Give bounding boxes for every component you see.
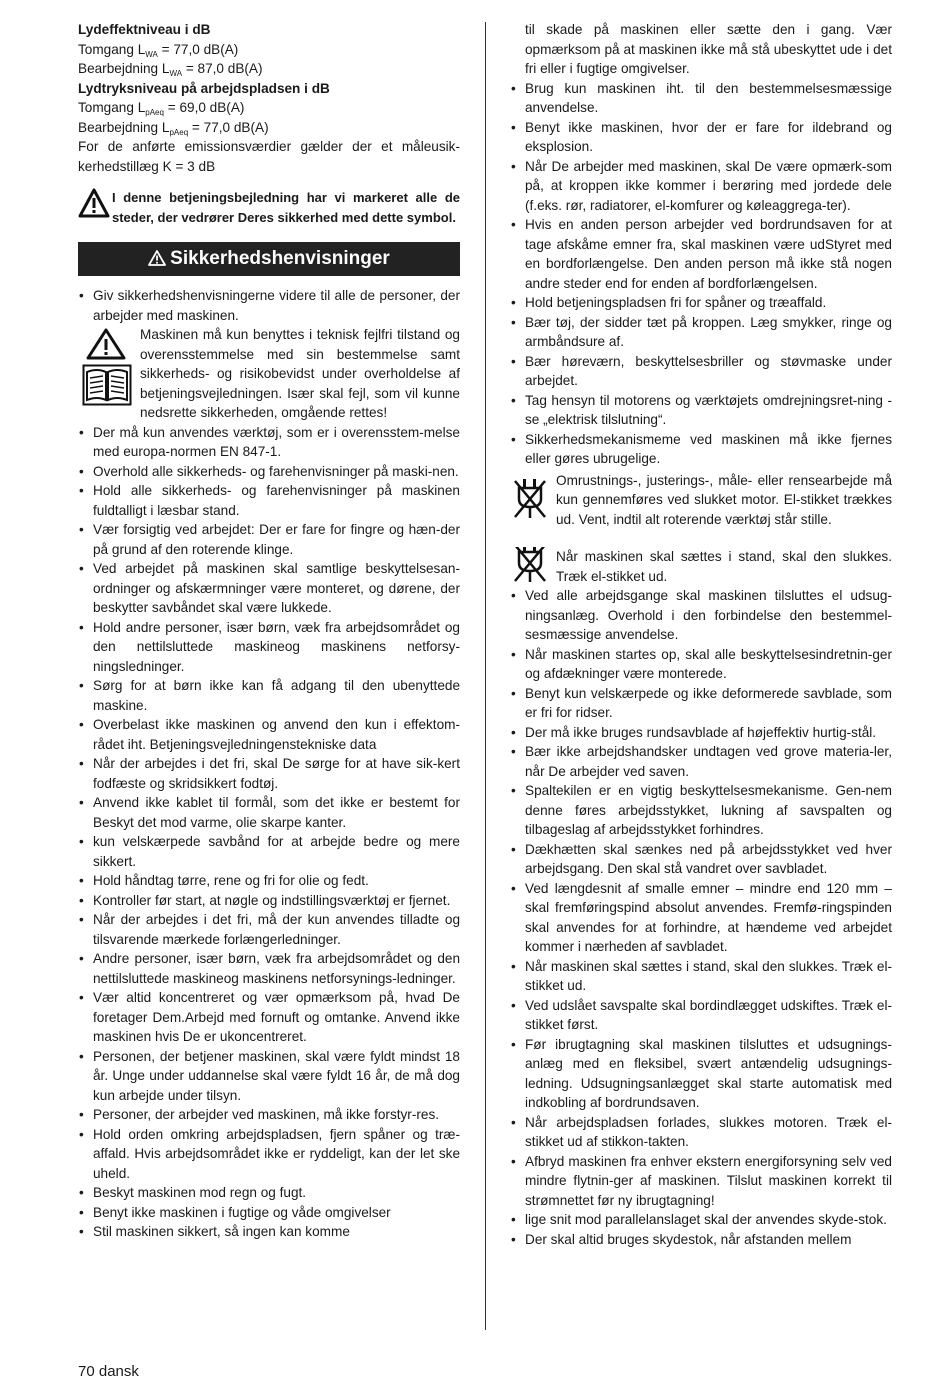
- list-item: • Hold håndtag tørre, rene og fri for olie og fedt.: [78, 871, 460, 891]
- section-title: Sikkerhedshenvisninger: [170, 248, 390, 269]
- list-item: • Benyt kun velskærpede og ikke deformerede savblade, som er fri for ridser.: [510, 684, 892, 723]
- list-item: • Hold alle sikkerheds- og farehenvisninger på maskinen fuldtalligt i læsbar stand.: [78, 481, 460, 520]
- warning-triangle-icon: [84, 327, 128, 361]
- list-item: • Anvend ikke kablet til formål, som det ikke er bestemt for Beskyt det mod varme, olie skarpe kanter.: [78, 793, 460, 832]
- emission-note: For de anførte emissionsværdier gælder der et måleusik-kerhedstillæg K = 3 dB: [78, 139, 460, 174]
- list-item: • Benyt ikke maskinen, hvor der er fare for ildebrand og eksplosion.: [510, 118, 892, 157]
- list-item: • Når maskinen startes op, skal alle beskyttelsesindretnin-ger og afdækninger være monterede.: [510, 645, 892, 684]
- list-item: • Benyt ikke maskinen i fugtige og våde omgivelser: [78, 1203, 460, 1223]
- page-footer: 70 dansk: [78, 1363, 139, 1380]
- list-item: • Hold betjeningspladsen fri for spåner og træaffald.: [510, 293, 892, 313]
- sound-pressure-heading: Lydtryksniveau på arbejdspladsen i dB: [78, 80, 330, 96]
- list-item: • Når arbejdspladsen forlades, slukkes motoren. Træk el-stikket ud af stikkon-takten.: [510, 1113, 892, 1152]
- list-item: • Sikkerhedsmekanismeme ved maskinen må ikke fjernes eller gøres ubrugelige.: [510, 430, 892, 469]
- manual-icons: [82, 327, 132, 406]
- open-book-icon: [82, 364, 132, 406]
- list-item: • Beskyt maskinen mod regn og fugt.: [78, 1183, 460, 1203]
- list-item: • Dækhætten skal sænkes ned på arbejdsstykket ved hver arbejdsgang. Den skal stå vandret over savbladet.: [510, 840, 892, 879]
- list-item: • Vær altid koncentreret og vær opmærksom på, hvad De foretager Dem.Arbejd med fornuft og omtanke. Anvend ikke maskinen hvis De er ukoncentreret.: [78, 988, 460, 1047]
- warning-triangle-icon: [148, 250, 166, 266]
- list-item: • Ved alle arbejdsgange skal maskinen tilsluttes el udsug-ningsanlæg. Overhold i den forbindelse den bestemmel-sesmæssige anvendelse.: [510, 586, 892, 645]
- list-item: • Hold andre personer, især børn, væk fra arbejdsområdet og den nettilsluttede maskineog maskinens netforsy-ningsledninger.: [78, 618, 460, 677]
- list-item: • Bær ikke arbejdshandsker undtagen ved grove materia-ler, når De arbejder ved saven.: [510, 742, 892, 781]
- sound-power-work: Bearbejdning $L_{WA} = 87,0$ dB(A): [78, 61, 263, 78]
- unplug-text-1: Omrustnings-, justerings-, måle- eller rensearbejde må kun gennemføres ved slukket motor. El-stikket trækkes ud. Vent, indtil alt roterende værktøj står stille.: [556, 472, 892, 527]
- list-item: • Brug kun maskinen iht. til den bestemmelsesmæssige anvendelse.: [510, 79, 892, 118]
- list-item: • Der skal altid bruges skydestok, når afstanden mellem: [510, 1230, 892, 1250]
- list-item: • Vær forsigtig ved arbejdet: Der er fare for fingre og hæn-der på grund af den roterende klinge.: [78, 520, 460, 559]
- right-column: [510, 20, 892, 1249]
- list-item: • Når der arbejdes i det fri, skal De sørge for at have sik-kert fodfæste og skridsikkert fodtøj.: [78, 754, 460, 793]
- list-item: • Der må kun anvendes værktøj, som er i overensstem-melse med europa-normen EN 847-1.: [78, 423, 460, 462]
- list-item: • Før ibrugtagning skal maskinen tilsluttes et udsugnings-anlæg med en fleksibel, svært antændelig udsugnings-ledning. Udsugningsanlægget skal starte automatisk med indkobling af bordrundsaven.: [510, 1035, 892, 1113]
- list-item: • Overbelast ikke maskinen og anvend den kun i effektom-rådet iht. Betjeningsvejledningenstekniske data: [78, 715, 460, 754]
- list-item: • Sørg for at børn ikke kan få adgang til den ubenyttede maskine.: [78, 676, 460, 715]
- list-item: • Kontroller før start, at nøgle og indstillingsværktøj er fjernet.: [78, 891, 460, 911]
- unplug-icon: [512, 547, 548, 585]
- manual-block: [78, 325, 460, 423]
- list-item: • Andre personer, især børn, væk fra arbejdsområdet og den nettilsluttede maskineog maskinens netforsynings-ledninger.: [78, 949, 460, 988]
- list-item: • Spaltekilen er en vigtig beskyttelsesmekanisme. Gen-nem denne føres arbejdsstykket, lukning af savspalten og tilbageslag af arbejdsstykket forhindres.: [510, 781, 892, 840]
- list-item: • Når maskinen skal sættes i stand, skal den slukkes. Træk el-stikket ud.: [510, 957, 892, 996]
- sound-power-idle: Tomgang $L_{WA} = 77,0$ dB(A): [78, 41, 239, 59]
- list-item: • Afbryd maskinen fra enhver ekstern energiforsyning selv ved mindre flytnin-ger af maskinen. Tilslut maskinen korrekt til strømnettet før ny ibrugtagning!: [510, 1152, 892, 1211]
- list-item: • Personen, der betjener maskinen, skal være fyldt mindst 18 år. Unge under uddannelse skal være fyldt 16 år, de må dog kun arbejde under tilsyn.: [78, 1047, 460, 1106]
- list-item: • Ved arbejdet på maskinen skal samtlige beskyttelsesan-ordninger og afskærmninger være monteret, og dørene, der beskytter savbåndet skal være lukkede.: [78, 559, 460, 618]
- warning-triangle-icon: [78, 188, 110, 218]
- sound-pressure-idle: Tomgang $L_{pAeq} = 69,0$ dB(A): [78, 100, 245, 117]
- manual-text: Maskinen må kun benyttes i teknisk fejlfri tilstand og overensstemmelse med sin bestemmelse samt sikkerheds- og risikobevidst under overholdelse af betjeningsvejledningen. Især skal fejl, som vil kunne nedsrette sikkerheden, omgående rettes!: [140, 327, 460, 420]
- list-item: • Ved udslået savspalte skal bordindlægget udskiftes. Træk el-stikket først.: [510, 996, 892, 1035]
- list-item: • Bær tøj, der sidder tæt på kroppen. Læg smykker, ringe og armbåndsure af.: [510, 313, 892, 352]
- safety-symbol-note: [78, 188, 460, 228]
- unplug-block-1: [510, 471, 892, 530]
- list-item: • Der må ikke bruges rundsavblade af højeffektiv hurtig-stål.: [510, 723, 892, 743]
- sound-pressure-work: Bearbejdning $L_{pAeq} = 77,0$ dB(A): [78, 119, 269, 137]
- list-item: • kun velskærpede savbånd for at arbejde bedre og mere sikkert.: [78, 832, 460, 871]
- unplug-text-2: Når maskinen skal sættes i stand, skal den slukkes. Træk el-stikket ud.: [556, 549, 892, 584]
- continued-text: til skade på maskinen eller sætte den i gang. Vær opmærksom på at maskinen ikke må stå ubeskyttet ude i det fri eller i fugtige omgivelser.: [525, 22, 892, 76]
- list-item: • Overhold alle sikkerheds- og farehenvisninger på maski-nen.: [78, 462, 460, 482]
- list-item: • Hold orden omkring arbejdspladsen, fjern spåner og træ-affald. Hvis arbejdsområdet ikke er ryddeligt, kan der let ske uheld.: [78, 1125, 460, 1184]
- right-bullet-list-1: [510, 79, 892, 469]
- left-bullet-list: [78, 423, 460, 1242]
- list-item: • Hvis en anden person arbejder ved bordrundsaven for at tage afskåme emner fra, skal maskinen være udStyret med en bordforlængelse. Den anden person må ikke stå nogen andre steder end for enden af bordforlængelsen.: [510, 215, 892, 293]
- list-item: • Stil maskinen sikkert, så ingen kan komme: [78, 1222, 460, 1242]
- list-item: • Giv sikkerhedshenvisningerne videre til alle de personer, der arbejder med maskinen.: [78, 286, 460, 325]
- right-bullet-list-2: [510, 586, 892, 1249]
- unplug-icon: [512, 475, 548, 521]
- list-item: • Når der arbejdes i det fri, må der kun anvendes tilladte og tilsvarende mærkede forlængerledninger.: [78, 910, 460, 949]
- list-item: • Bær høreværn, beskyttelsesbriller og støvmaske under arbejdet.: [510, 352, 892, 391]
- list-item: • Personer, der arbejder ved maskinen, må ikke forstyr-res.: [78, 1105, 460, 1125]
- sound-power-heading: Lydeffektniveau i dB: [78, 22, 211, 37]
- list-item: • Når De arbejder med maskinen, skal De være opmærk-som på, at kroppen ikke kommer i berøring med jordede dele (f.eks. rør, radiatorer, el-komfurer og køleaggrega-ter).: [510, 157, 892, 216]
- safety-symbol-text: I denne betjeningsbejledning har vi markeret alle de steder, der vedrører Deres sikkerhed med dette symbol.: [112, 190, 460, 225]
- section-title-band: [78, 242, 460, 276]
- list-item: • Ved længdesnit af smalle emner – mindre end 120 mm – skal fremføringspind absolut anvendes. Fremfø-ringspinden skal anvendes for at forhindre, at hændeme ved arbejdet kommer i nærheden af savbladet.: [510, 879, 892, 957]
- list-item: • Tag hensyn til motorens og værktøjets omdrejningsret-ning - se „elektrisk tilslutning“.: [510, 391, 892, 430]
- list-item: • lige snit mod parallelanslaget skal der anvendes skyde-stok.: [510, 1210, 892, 1230]
- left-column: [78, 20, 460, 1242]
- unplug-block-2: [510, 547, 892, 586]
- column-divider: [485, 22, 486, 1330]
